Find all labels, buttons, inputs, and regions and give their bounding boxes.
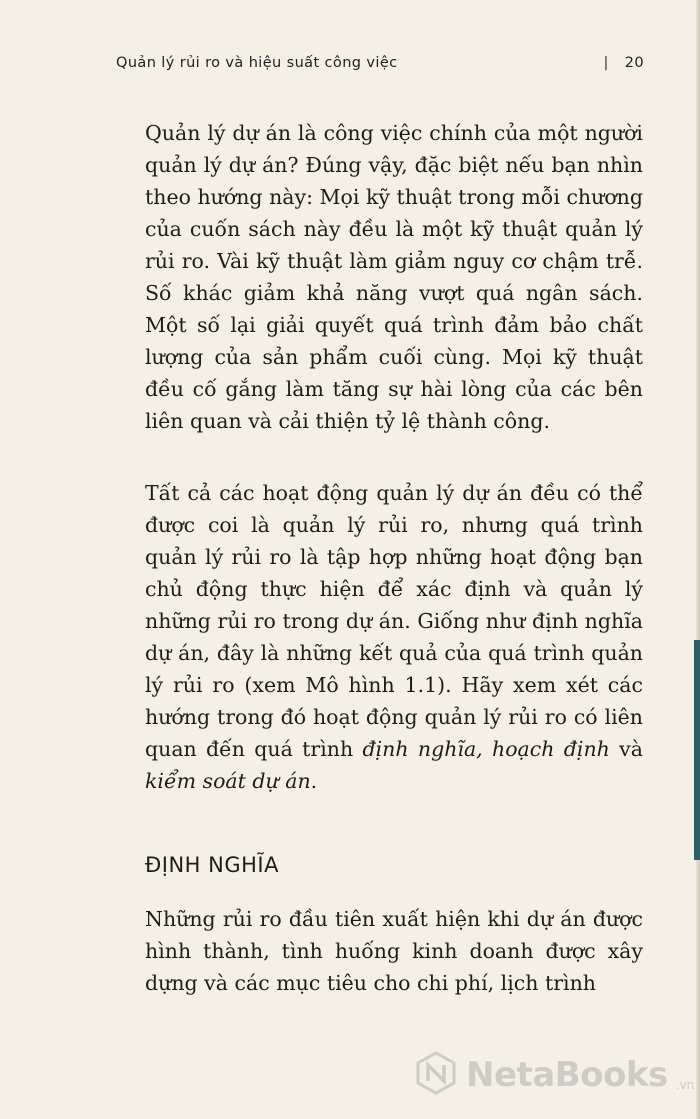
italic-term-control: kiểm soát dự án [145,769,311,793]
running-header [116,50,644,76]
italic-term-define-plan: định nghĩa, hoạch định [362,737,610,761]
section-heading: ĐỊNH NGHĨA [145,853,279,877]
sentence-end: . [310,769,318,793]
body-text [145,117,643,999]
paragraph-2 [145,477,643,797]
page-number: 20 [624,55,644,71]
header-separator: | [603,55,609,71]
connector-text: và [609,737,643,761]
paragraph-2-text: Tất cả các hoạt động quản lý dự án đều có thể được coi là quản lý rủi ro, nhưng quá trình quản lý rủi ro là tập hợp những hoạt động bạn chủ động thực hiện để xác định và quản lý những rủi ro trong dự án. Giống như định nghĩa dự án, đây là những kết quả của quá trình quản lý rủi ro (xem Mô hình 1.1). Hãy xem xét các hướng trong đó hoạt động quản lý rủi ro có liên quan đến quá trình [145,481,643,761]
page-edge-accent [694,640,700,860]
watermark-brand: NetaBooks [466,1055,668,1095]
section-paragraph: Những rủi ro đầu tiên xuất hiện khi dự án được hình thành, tình huống kinh doanh được xây dựng và các mục tiêu cho chi phí, lịch trình [145,907,643,995]
watermark [414,1050,694,1100]
watermark-suffix: .vn [675,1078,695,1092]
chapter-title: Quản lý rủi ro và hiệu suất công việc [116,55,398,71]
page-edge [696,0,700,1119]
paragraph-1: Quản lý dự án là công việc chính của một người quản lý dự án? Đúng vậy, đặc biệt nếu bạn nhìn theo hướng này: Mọi kỹ thuật trong mỗi chương của cuốn sách này đều là một kỹ thuật quản lý rủi ro. Vài kỹ thuật làm giảm nguy cơ chậm trễ. Số khác giảm khả năng vượt quá ngân sách. Một số lại giải quyết quá trình đảm bảo chất lượng của sản phẩm cuối cùng. Mọi kỹ thuật đều cố gắng làm tăng sự hài lòng của các bên liên quan và cải thiện tỷ lệ thành công. [145,121,643,433]
watermark-logo-icon [414,1051,458,1099]
